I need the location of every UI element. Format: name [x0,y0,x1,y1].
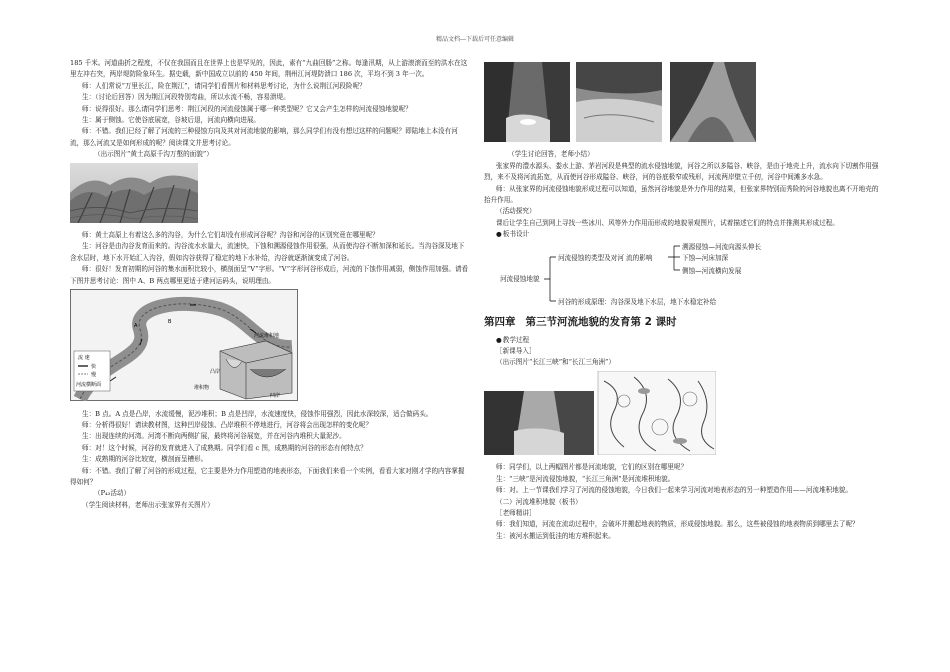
paragraph: 生：B 点。A 点是凸岸，水流缓慢，泥沙堆积；B 点是凹岸，水流速度快，侵蚀作用强烈，因此水深较深，适合做码头。 [82,409,433,418]
process-title: ● 教学过程 [496,336,529,344]
paragraph: 师：说得很好。那么请同学们思考：荆江河段的河流侵蚀属于哪一种类型呢？它又会产生怎样的河流侵蚀地貌呢？ [82,104,412,113]
zhangjiajie-photo-3 [670,62,756,142]
paragraph: 师：从张家界的河流侵蚀地貌形成过程可以知道，虽然河谷地貌是外力作用的结果，但张家界特别而秀险的河谷地貌也离不开地壳的抬升作用。 [484,184,879,205]
paragraph: 课后让学生自己到网上寻找一些冰川、风等外力作用而形成的地貌景观图片，试着描述它们的特点并推测其形成过程。 [496,218,839,227]
loess-plateau-photo [70,163,470,227]
paragraph: 生：（讨论后回答）因为荆江河段特别弯曲，所以水流不畅，容易溃堤。 [82,93,290,102]
paragraph: 生：出现连续的河湾。河湾不断向两侧扩展，最终将河谷展宽，并在河谷内堆积大量泥沙。 [82,432,346,441]
board-branch-valley: 河谷的形成原理：沟谷深及地下水层，地下水稳定补给 [558,297,717,306]
teacher-explain-label: ［老师精讲］ [496,508,536,517]
board-leaf-headward: 溯源侵蚀—河流向源头伸长 [682,242,762,251]
legend-title: 流 速 [78,355,90,362]
paragraph: 生：“三峡”是河流侵蚀地貌，“长江三角洲”是河流堆积地貌。 [496,474,675,483]
river-meander-diagram [70,289,470,405]
figure-caption: （出示图片“黄土高原千沟万壑的面貌”） [94,150,213,159]
convex-bank-label: 凸岸 [210,369,221,376]
paragraph: 师：对！这个时候，河谷的发育就进入了成熟期。同学们看 c 图，成熟期的河谷的形态有何特点？ [82,443,367,452]
paragraph: 师：分析得很好！请读教材图，这种凹岸侵蚀、凸岸堆积不停地进行，河谷将会出现怎样的变化呢？ [82,420,373,429]
paragraph: 生：成熟期的河谷比较宽，横剖面呈槽形。 [82,455,208,464]
legend-fast: 快 [91,364,97,371]
board-design-diagram [484,243,884,307]
paragraph: 185 千米。河道曲折之程度，不仅在我国而且在世界上也是罕见的，因此，素有“九曲回肠”之称。每逢汛期，从上游滚滚而至的洪水在这里左冲右突，两岸堤防险象环生。据史载，新中国成立以前的 450 年间，荆州江河堤防溃口 186 次，平均不到 3 年一次。 [70,59,468,79]
yangtze-delta-map [598,371,716,455]
legend-section: 河流横断面 [76,382,102,389]
left-column [70,58,470,511]
paragraph: 师：同学们，以上两幅图片都是河流地貌，它们的区别在哪里呢？ [496,463,688,472]
box-label: 河流堆积地 [254,333,280,340]
three-gorges-photo [484,391,594,455]
paragraph: 师：不错。我们了解了河谷的形成过程，它主要是外力作用塑造的地表形态，下面我们来看一个实例，看看大家对刚才学的内容掌握得如何？ [70,466,465,486]
paragraph: 生：属于侧蚀。它使谷底展宽，谷坡后退，河流向横向进展。 [82,116,261,125]
board-branch-erosion: 河流侵蚀的类型及对河 流的影响 [558,253,653,262]
zhangjiajie-photo-1 [484,62,570,142]
page-header: 精品文档---下载后可任意编辑 [435,36,515,43]
concave-bank-label: 凹岸 [270,393,281,400]
chapter-prefix: 第四章 [484,315,516,328]
board-title: ● 板书设计 [496,230,529,238]
zhangjiajie-photo-2 [576,62,662,142]
paragraph: 师：对。上一节课我们学习了河流的侵蚀地貌，今日我们一起来学习河流对地表形态的另一种塑造作用——河流堆积地貌。 [496,486,853,495]
new-lesson-label: ［新课导入］ [496,347,536,356]
paragraph: 师：黄土高原上有着这么多的沟谷，为什么它们却没有形成河谷呢？沟谷和河谷的区别究竟在哪里呢？ [82,231,379,240]
chapter-title: 第三节河流地貌的发育第 2 课时 [525,315,677,328]
figure-caption: （出示图片“长江三峡”和“长江三角洲”） [496,358,615,367]
section-heading: （二）河流堆积地貌（板书） [496,497,582,506]
chapter-heading [484,315,884,329]
zhangjiajie-photos [484,62,884,146]
legend-slow: 慢 [91,372,97,379]
paragraph: 张家界的澧水源头、娄水上游、茅岩河段是典型的流水侵蚀地貌，河谷之所以多隘谷、峡谷，是由于地壳上升，流水向下切割作用强烈，来不及将河流拓宽，从而使河谷形成隘谷、峡谷，河的谷底极窄或残形，河流两岸壁立千仞，河谷中间滩多水急。 [484,161,879,182]
paragraph: （学生阅读材料，老师出示张家界有关图片） [82,500,214,509]
board-root: 河流侵蚀地貌 [500,274,540,283]
activity-title: （活动探究） [496,207,536,216]
right-column [484,58,884,542]
paragraph: 生：被河水搬运到低洼的地方堆积起来。 [496,531,615,540]
yangtze-photos [484,371,884,459]
paragraph: 师：人们常说“万里长江，险在荆江”，请同学们看图片和材料思考讨论，为什么说荆江河段险呢？ [82,81,366,90]
activity-label: （P₄₃活动） [94,489,131,498]
point-a-label: A [134,323,138,330]
board-leaf-lateral: 侧蚀—河流横向发展 [682,266,742,275]
paragraph: 生：河谷是由沟谷发育而来的。沟谷流水水量大，流速快，下蚀和溯源侵蚀作用很强，从而使沟谷不断加深和延长。当沟谷深及地下含水层时，地下水开始汇入沟谷，假如沟谷获得了稳定的地下水补给，沟谷就逐渐演变成了河谷。 [70,242,465,262]
sediment-label: 堆积物 [194,385,210,392]
paragraph: 师：不错。我们已经了解了河流的三种侵蚀方向及其对河流地貌的影响，那么同学们有没有想过这样的问题呢？即陆地上本没有河流，那么河流又是如何形成的呢？阅读课文并思考讨论。 [70,127,458,147]
paragraph: 师：很好！发育初期的河谷的集水面积比较小，横剖面呈“V”字形。“V”字形河谷形成后，河流的下蚀作用减弱，侧蚀作用加强。请看下图并思考讨论：图中 A、B 两点哪里更适于建河运码头，说明理由。 [70,265,469,285]
board-leaf-downcut: 下蚀—河床加深 [682,253,729,262]
figure-caption: （学生讨论回答，老师小结） [508,150,594,159]
point-b-label: B [168,319,172,326]
paragraph: 师：我们知道，河流在流动过程中，会破坏并搬起地表的物质，形成侵蚀地貌。那么，这些被侵蚀的地表物质到哪里去了呢？ [496,520,859,529]
